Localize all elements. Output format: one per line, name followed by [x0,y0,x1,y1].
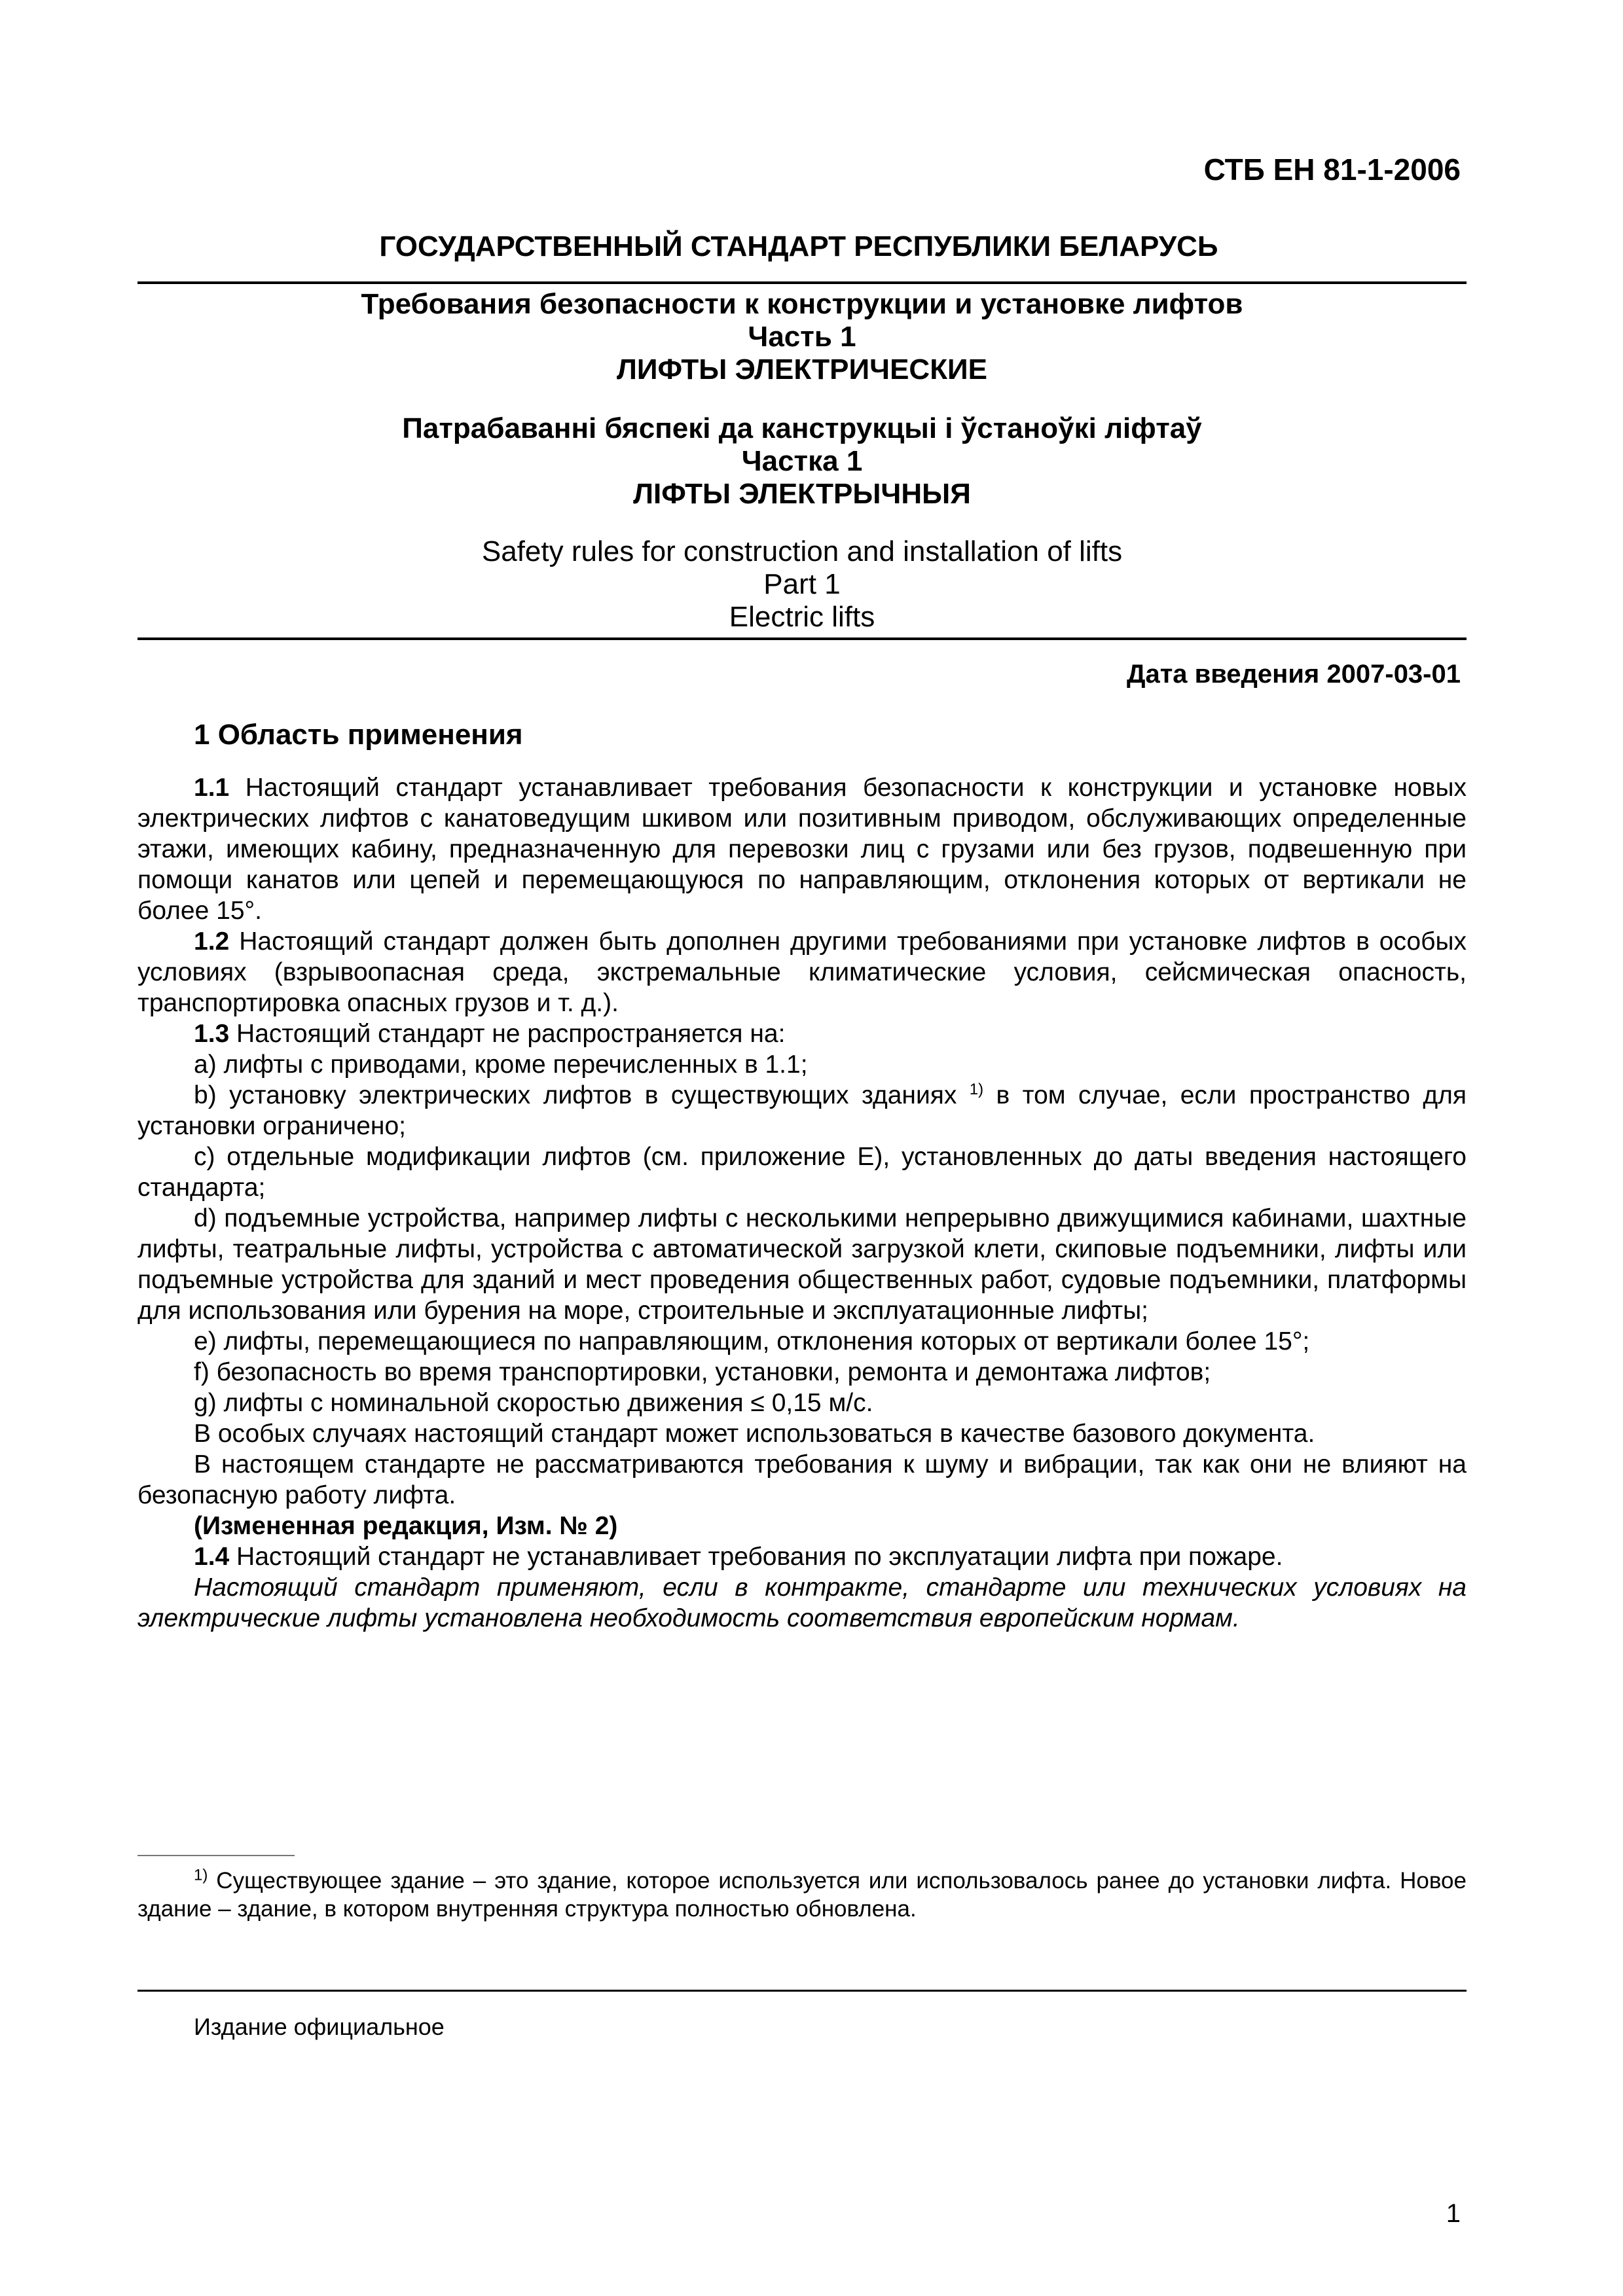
top-divider [137,281,1467,284]
state-standard-title: ГОСУДАРСТВЕННЫЙ СТАНДАРТ РЕСПУБЛИКИ БЕЛАРУСЬ [379,230,1218,262]
title-by-part: Частка 1 [741,445,863,477]
title-en-line: Safety rules for construction and installation of lifts [481,535,1123,567]
footer-divider [137,1990,1467,1992]
clause-1-2 [137,926,1467,1018]
footnote-text: Существующее здание – это здание, которое используется или использовалось ранее до установки лифта. Новое здание – здание, в котором внутренняя структура полностью обновлена. [137,1868,1467,1922]
section-body [137,772,1467,1634]
footnote-reference: 1) [969,1081,984,1098]
document-number: СТБ ЕН 81-1-2006 [1203,152,1461,187]
title-en-subject: Electric lifts [729,601,875,633]
footnote [137,1867,1467,1923]
amendment-note: (Измененная редакция, Изм. № 2) [194,1512,618,1540]
italic-note: Настоящий стандарт применяют, если в контракте, стандарте или технических условиях на электрические лифты установлена необходимость соответствия европейским нормам. [137,1573,1467,1632]
clause-1-1 [137,772,1467,926]
clause-text: Настоящий стандарт должен быть дополнен другими требованиями при установке лифтов в особых условиях (взрывоопасная среда, экстремальные климатические условия, сейсмическая опасность, транспортировка опасных грузов и т. д.). [137,927,1467,1017]
clause-1-4 [137,1541,1467,1572]
list-item-c: c) отдельные модификации лифтов (см. приложение Е), установленных до даты введения настоящего стандарта; [137,1143,1467,1202]
list-item-g: g) лифты с номинальной скоростью движения ≤ 0,15 м/с. [194,1389,873,1417]
clause-number: 1.2 [194,927,230,956]
clause-number: 1.3 [194,1020,230,1048]
special-cases-text: В особых случаях настоящий стандарт может использоваться в качестве базового документа. [194,1420,1315,1448]
section-heading: 1 Область применения [194,719,523,751]
title-en-part: Part 1 [763,568,841,600]
title-ru-line: Требования безопасности к конструкции и установке лифтов [361,288,1243,320]
clause-number: 1.4 [194,1543,230,1571]
list-item-f: f) безопасность во время транспортировки, установки, ремонта и демонтажа лифтов; [194,1358,1211,1386]
list-item-d: d) подъемные устройства, например лифты с несколькими непрерывно движущимися кабинами, шахтные лифты, театральные лифты, устройства с автоматической загрузкой клети, скиповые подъемники, лифты или подъемные устройства для зданий и мест проведения общественных работ, судовые подъемники, платформы для использования или бурения на море, строительные и эксплуатационные лифты; [137,1204,1467,1325]
footnote-divider [137,1855,295,1856]
clause-1-3 [137,1018,1467,1049]
title-belarusian [137,412,1467,511]
noise-text: В настоящем стандарте не рассматриваются требования к шуму и вибрации, так как они не влияют на безопасную работу лифта. [137,1450,1467,1509]
clause-text: Настоящий стандарт не устанавливает требования по эксплуатации лифта при пожаре. [229,1543,1283,1571]
list-item-a: a) лифты с приводами, кроме перечисленных в 1.1; [194,1050,808,1079]
title-bottom-divider [137,637,1467,640]
introduction-date: Дата введения 2007-03-01 [1126,660,1461,689]
title-by-line: Патрабаванні бяспекі да канструкцыі і ўстаноўкі ліфтаў [402,412,1202,444]
list-item-b: b) установку электрических лифтов в существующих зданиях $^{1)}$ в том случае, если пространство для установки ограничено; [137,1081,1467,1140]
page-number: 1 [1446,2199,1461,2228]
clause-text: Настоящий стандарт устанавливает требования безопасности к конструкции и установке новых электрических лифтов с канатоведущим шкивом или позитивным приводом, обслуживающих определенные этажи, имеющих кабину, предназначенную для перевозки лиц с грузами или без грузов, подвешенную при помощи канатов или цепей и перемещающуюся по направляющим, отклонения которых от вертикали не более 15°. [137,774,1467,925]
title-ru-part: Часть 1 [748,321,856,353]
title-by-subject: ЛІФТЫ ЭЛЕКТРЫЧНЫЯ [633,478,971,510]
title-english [137,535,1467,634]
title-ru-subject: ЛИФТЫ ЭЛЕКТРИЧЕСКИЕ [616,353,988,386]
official-edition-label: Издание официальное [194,2013,445,2040]
footnote-marker: 1) [194,1866,208,1884]
list-item-e: e) лифты, перемещающиеся по направляющим, отклонения которых от вертикали более 15°; [194,1327,1310,1355]
title-russian [137,288,1467,386]
clause-number: 1.1 [194,774,230,802]
clause-text: Настоящий стандарт не распространяется на: [229,1020,786,1048]
